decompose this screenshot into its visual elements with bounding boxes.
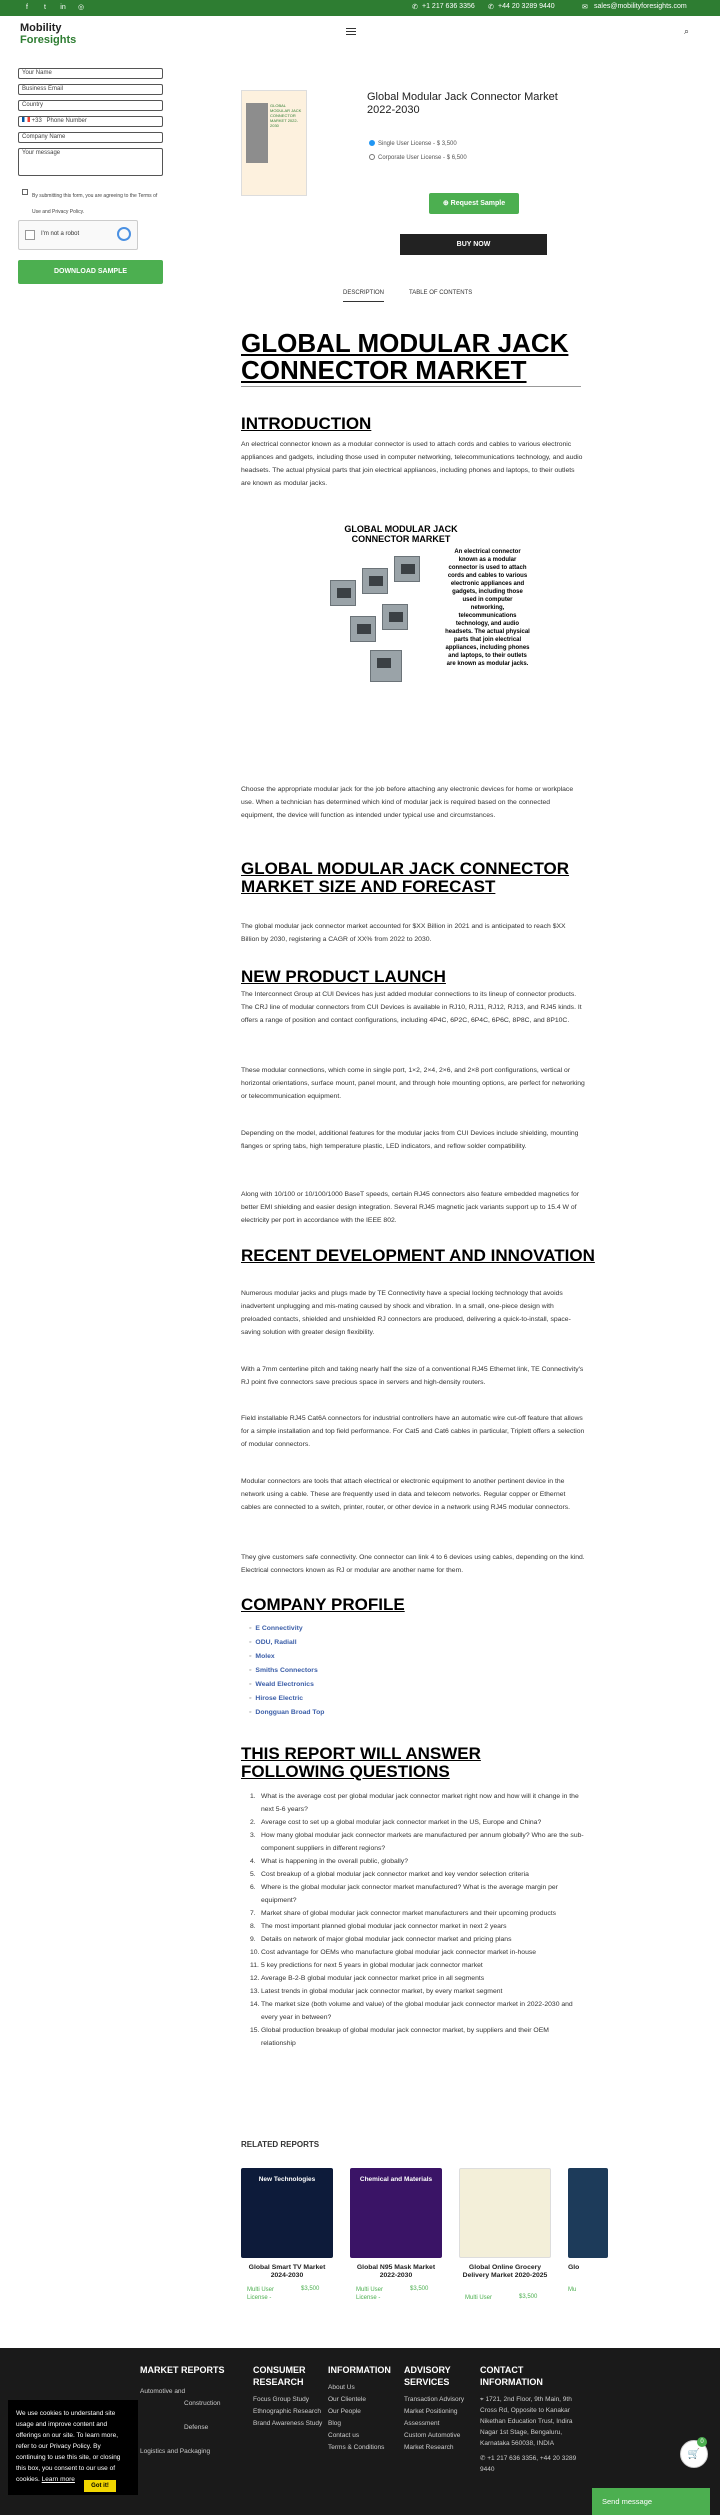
questions-list bbox=[250, 1790, 585, 2050]
jack-image bbox=[370, 650, 402, 682]
footer-col-consumer-research bbox=[253, 2364, 323, 2430]
footer-col-market-reports bbox=[140, 2364, 235, 2458]
logo[interactable] bbox=[20, 22, 76, 46]
product-title: Global Modular Jack Connector Market 2022-2030 bbox=[367, 91, 558, 116]
email-field[interactable]: Business Email bbox=[18, 84, 163, 95]
list-item: 13. Latest trends in global modular jack connector market, by every market segment bbox=[250, 1988, 503, 1995]
footer-link[interactable]: Our People bbox=[328, 2408, 361, 2415]
card-category: Chemical and Materials bbox=[359, 2176, 433, 2183]
footer-link[interactable]: Brand Awareness Study bbox=[253, 2420, 323, 2427]
card-title[interactable]: Glo bbox=[568, 2264, 580, 2271]
recent-text-5: They give customers safe connectivity. One connector can link 4 to 6 devices using cables, depending on the kind. Electrical connectors known as RJ or modular are another name for them. bbox=[241, 1554, 585, 1574]
launch-text-3: Depending on the model, additional features for the modular jacks from CUI Devices include shielding, mounting flanges or spring tabs, high temperature plastic, LED indicators, and reflow solder compatibility. bbox=[241, 1130, 579, 1150]
logo-line1: Mobility bbox=[20, 22, 62, 34]
mail-icon: ✉ bbox=[582, 4, 588, 11]
logo-line2: Foresights bbox=[20, 34, 77, 46]
buy-now-button[interactable]: BUY NOW bbox=[400, 234, 547, 255]
report-cover bbox=[241, 90, 307, 196]
related-card[interactable] bbox=[241, 2168, 333, 2308]
footer-link[interactable]: Logistics and Packaging bbox=[140, 2448, 211, 2455]
send-message-button[interactable]: Send message bbox=[592, 2488, 710, 2515]
jack-image bbox=[330, 580, 356, 606]
license-label: Single User License - $ 3,500 bbox=[378, 141, 457, 147]
radio-icon[interactable] bbox=[369, 154, 375, 160]
footer-col-advisory bbox=[404, 2364, 469, 2454]
recent-text-4: Modular connectors are tools that attach electrical or electronic equipment to another pertinent device in the network using a cable. These are frequently used in data and telecom networks. Regular copper or Ethernet cables are connected to a switch, printer, router, or other device in a network using RJ45 modular connectors. bbox=[241, 1478, 571, 1511]
list-item: 9. Details on network of major global modular jack connector market and pricing plans bbox=[250, 1936, 512, 1943]
footer-link[interactable]: About Us bbox=[328, 2384, 355, 2391]
radio-selected-icon[interactable] bbox=[369, 140, 375, 146]
company-link[interactable]: ◦ Hirose Electric bbox=[258, 1692, 324, 1706]
list-item: 11. 5 key predictions for next 5 years in global modular jack connector market bbox=[250, 1962, 483, 1969]
list-item: 3. How many global modular jack connector markets are manufactured per annum globally? Who are the sub-component suppliers in different regions? bbox=[250, 1832, 584, 1852]
footer-link[interactable]: Automotive and bbox=[140, 2388, 186, 2395]
market-figure bbox=[290, 520, 530, 720]
list-item: 12. Average B-2-B global modular jack connector market price in all segments bbox=[250, 1975, 485, 1982]
jack-image bbox=[394, 556, 420, 582]
tab-description[interactable]: DESCRIPTION bbox=[343, 290, 384, 302]
card-category: New Technologies bbox=[258, 2176, 316, 2183]
footer-link[interactable]: Terms & Conditions bbox=[328, 2444, 385, 2451]
choose-text: Choose the appropriate modular jack for the job before attaching any electronic devices for home or workplace use. When a technician has determined which kind of modular jack is required based on the connected equipment, the device will function as intended under typical use and circumstances. bbox=[241, 786, 574, 819]
card-price: $3,500 bbox=[301, 2286, 320, 2292]
company-link[interactable]: ◦ Weald Electronics bbox=[258, 1678, 324, 1692]
message-field[interactable]: Your message bbox=[18, 148, 163, 176]
related-card[interactable] bbox=[459, 2168, 551, 2308]
footer-heading: CONTACT INFORMATION bbox=[480, 2365, 543, 2387]
footer-link[interactable]: Focus Group Study bbox=[253, 2396, 309, 2403]
launch-text-1: The Interconnect Group at CUI Devices has just added modular connections to its lineup of connector products. The CRJ line of modular connectors from CUI Devices is available in RJ10, RJ11, RJ12, RJ13, and RJ45 kinds. It offers a range of position and contact configurations, including 4P4C, 6P2C, 6P4C, 6P6C, 8P8C, and 8P10C. bbox=[241, 991, 582, 1024]
company-field[interactable]: Company Name bbox=[18, 132, 163, 143]
footer-heading: ADVISORY SERVICES bbox=[404, 2365, 451, 2387]
plus-icon: ⊕ bbox=[442, 200, 451, 207]
list-item: 4. What is happening in the overall public, globally? bbox=[250, 1858, 408, 1865]
tab-table-of-contents[interactable]: TABLE OF CONTENTS bbox=[409, 290, 473, 296]
jack-image bbox=[382, 604, 408, 630]
recent-text-3: Field installable RJ45 Cat6A connectors for industrial controllers have an automatic wire cut-off feature that allows for a simple installation and top field performance. For Cat5 and Cat6 cables in particular, Triplett offers a selection of modular connectors. bbox=[241, 1415, 585, 1448]
card-license: Multi User License - bbox=[247, 2287, 275, 2301]
company-link[interactable]: ◦ Dongguan Broad Top bbox=[258, 1706, 324, 1720]
email-link[interactable]: sales@mobilityforesights.com bbox=[594, 3, 687, 10]
recent-heading: RECENT DEVELOPMENT AND INNOVATION bbox=[241, 1246, 595, 1265]
license-single[interactable] bbox=[369, 140, 457, 147]
recaptcha[interactable] bbox=[18, 220, 138, 250]
divider bbox=[241, 386, 581, 387]
recent-text-2: With a 7mm centerline pitch and taking nearly half the size of a conventional RJ45 Ethernet link, TE Connectivity's RJ point five connectors save precious space in servers and high-density routers. bbox=[241, 1366, 584, 1386]
profile-heading: COMPANY PROFILE bbox=[241, 1595, 405, 1614]
launch-text-2: These modular connections, which come in single port, 1×2, 2×4, 2×6, and 2×8 port configurations, vertical or horizontal orientations, surface mount, panel mount, and through hole mounting options, are perfect for networking or telecommunication equipment. bbox=[241, 1067, 585, 1100]
card-license: Multi User bbox=[465, 2295, 493, 2301]
footer-link[interactable]: Custom Automotive Market Research bbox=[404, 2432, 461, 2451]
related-heading: RELATED REPORTS bbox=[241, 2140, 320, 2149]
size-text: The global modular jack connector market accounted for $XX Billion in 2021 and is anticipated to reach $XX Billion by 2030, registering a CAGR of XX% from 2022 to 2030. bbox=[241, 923, 566, 943]
footer-heading: CONSUMER RESEARCH bbox=[253, 2365, 306, 2387]
address: ⌖ 1721, 2nd Floor, 9th Main, 9th Cross Rd, Opposite to Kanakar Nikethan Education Trust, Indira Nagar 1st Stage, Bengaluru, Karnataka 560038, INDIA bbox=[480, 2396, 573, 2447]
card-title[interactable]: Global N95 Mask Market 2022-2030 bbox=[356, 2264, 436, 2279]
menu-icon[interactable] bbox=[346, 28, 356, 35]
cookie-banner bbox=[8, 2400, 138, 2495]
cart-count-badge: 0 bbox=[697, 2437, 707, 2447]
article-title: GLOBAL MODULAR JACK CONNECTOR MARKET bbox=[241, 328, 569, 385]
phone-icon: ✆ bbox=[488, 4, 494, 11]
recent-text-1: Numerous modular jacks and plugs made by TE Connectivity have a special locking technology that avoids inadvertent unplugging and mis-mating caused by shock and vibration. In a small, one-piece design with preloaded contacts, shielded and unshielded RJ connectors are produced, delivering a quick-to-install, space-saving solution with greater design flexibility. bbox=[241, 1290, 571, 1336]
company-link[interactable]: ◦ Molex bbox=[258, 1650, 324, 1664]
footer-link[interactable]: Defense bbox=[184, 2424, 209, 2431]
captcha-checkbox[interactable] bbox=[25, 230, 35, 240]
footer-link[interactable]: Contact us bbox=[328, 2432, 360, 2439]
company-link[interactable]: ◦ Smiths Connectors bbox=[258, 1664, 324, 1678]
phone-us[interactable]: +1 217 636 3356 bbox=[422, 3, 475, 10]
download-sample-button[interactable]: DOWNLOAD SAMPLE bbox=[18, 260, 163, 284]
footer-heading: INFORMATION bbox=[328, 2365, 391, 2375]
questions-heading: THIS REPORT WILL ANSWER FOLLOWING QUESTIONS bbox=[241, 1744, 481, 1781]
phone-uk[interactable]: +44 20 3289 9440 bbox=[498, 3, 555, 10]
footer-col-contact bbox=[480, 2364, 578, 2475]
flag-icon bbox=[22, 117, 30, 122]
country-field[interactable]: Country bbox=[18, 100, 163, 111]
jack-image bbox=[362, 568, 388, 594]
license-corporate[interactable] bbox=[369, 154, 467, 161]
card-image[interactable] bbox=[459, 2168, 551, 2258]
card-title[interactable]: Global Smart TV Market 2024-2030 bbox=[248, 2264, 326, 2279]
cookie-accept-button[interactable]: Got it! bbox=[84, 2480, 116, 2492]
cart-icon[interactable]: 🛒 bbox=[680, 2440, 708, 2468]
list-item: 10. Cost advantage for OEMs who manufacture global modular jack connector market in-house bbox=[250, 1949, 537, 1956]
size-heading: GLOBAL MODULAR JACK CONNECTOR MARKET SIZE AND FORECAST bbox=[241, 859, 570, 896]
name-field[interactable]: Your Name bbox=[18, 68, 163, 79]
list-item: 2. Average cost to set up a global modular jack connector market in the US, Europe and China? bbox=[250, 1819, 542, 1826]
company-link[interactable]: ◦ ODU, Radiall bbox=[258, 1636, 324, 1650]
list-item: 7. Market share of global modular jack connector market manufacturers and their upcoming products bbox=[250, 1910, 557, 1917]
launch-text-4: Along with 10/100 or 10/100/1000 BaseT speeds, certain RJ45 connectors also feature embedded magnetics for better EMI shielding and easier design integration. Several RJ45 magnetic jack variants support up to 15.4 W of electricity per port in accordance with the IEEE 802. bbox=[241, 1191, 580, 1224]
footer-link[interactable]: Blog bbox=[328, 2420, 342, 2427]
intro-heading: INTRODUCTION bbox=[241, 414, 372, 433]
license-label: Corporate User License - $ 6,500 bbox=[378, 155, 467, 161]
twitter-icon[interactable]: t bbox=[44, 4, 46, 11]
company-list bbox=[255, 1622, 325, 1720]
related-card[interactable] bbox=[568, 2168, 608, 2308]
footer-col-information bbox=[328, 2364, 390, 2454]
agree-checkbox[interactable] bbox=[22, 189, 28, 195]
footer-link[interactable]: Construction bbox=[184, 2400, 221, 2407]
list-item: 15. Global production breakup of global modular jack connector market, by suppliers and their OEM relationship bbox=[250, 2027, 549, 2047]
phone-code[interactable]: +33 bbox=[31, 118, 42, 124]
agree-text: By submitting this form, you are agreeing to the Terms of Use and Privacy Policy. bbox=[32, 193, 158, 215]
launch-heading: NEW PRODUCT LAUNCH bbox=[241, 967, 446, 986]
figure-title: GLOBAL MODULAR JACK CONNECTOR MARKET bbox=[344, 524, 458, 544]
footer-link[interactable]: Ethnographic Research bbox=[253, 2408, 321, 2415]
jack-image bbox=[350, 616, 376, 642]
card-image[interactable] bbox=[568, 2168, 608, 2258]
list-item: 6. Where is the global modular jack connector market manufactured? What is the average margin per equipment? bbox=[250, 1884, 558, 1904]
card-price: $3,500 bbox=[519, 2294, 538, 2300]
footer-link[interactable]: Our Clientele bbox=[328, 2396, 366, 2403]
top-contact-bar bbox=[0, 0, 720, 16]
list-item: 1. What is the average cost per global modular jack connector market right now and how will it change in the next 5-6 years? bbox=[250, 1793, 579, 1813]
phone-field[interactable] bbox=[18, 116, 163, 127]
list-item: 5. Cost breakup of a global modular jack connector market and key vendor selection criteria bbox=[250, 1871, 529, 1878]
footer-link[interactable]: Transaction Advisory bbox=[404, 2396, 465, 2403]
learn-more-link[interactable]: Learn more bbox=[41, 2476, 75, 2483]
cover-title: GLOBAL MODULAR JACK CONNECTOR MARKET 2022-2030 bbox=[270, 103, 302, 128]
instagram-icon[interactable]: ◎ bbox=[77, 4, 85, 11]
list-item: 14. The market size (both volume and value) of the global modular jack connector market in 2022-2030 and every year in between? bbox=[250, 2001, 573, 2021]
request-sample-label: Request Sample bbox=[450, 200, 506, 207]
cover-jack-image bbox=[246, 103, 268, 163]
contact-phones[interactable]: ✆ +1 217 636 3356, +44 20 3289 9440 bbox=[480, 2455, 577, 2473]
list-item: 8. The most important planned global modular jack connector market in next 2 years bbox=[250, 1923, 507, 1930]
linkedin-icon[interactable]: in bbox=[60, 4, 66, 11]
recaptcha-icon bbox=[117, 227, 131, 241]
card-title[interactable]: Global Online Grocery Delivery Market 2020-2025 bbox=[462, 2264, 548, 2279]
card-license: Mu bbox=[568, 2287, 577, 2293]
location-icon: ⌖ bbox=[480, 2396, 486, 2403]
phone-icon: ✆ bbox=[480, 2455, 488, 2462]
captcha-label: I'm not a robot bbox=[41, 231, 80, 237]
request-sample-button[interactable] bbox=[429, 193, 519, 214]
card-price: $3,500 bbox=[410, 2286, 429, 2292]
phone-icon: ✆ bbox=[412, 4, 418, 11]
phone-placeholder: Phone Number bbox=[46, 118, 87, 124]
search-icon[interactable]: ⌕ bbox=[684, 26, 690, 36]
facebook-icon[interactable]: f bbox=[26, 4, 28, 11]
figure-description: An electrical connector known as a modular connector is used to attach cords and cables to various electronic appliances and gadgets, including those used in computer networking, telecommunications technology, and audio headsets. The actual physical parts that join electrical appliances, including phones and laptops, to their outlets are known as modular jacks. bbox=[445, 549, 530, 667]
footer-link[interactable]: Market Positioning Assessment bbox=[404, 2408, 458, 2427]
intro-text: An electrical connector known as a modular connector is used to attach cords and cables to various electronic appliances and gadgets, including those used in computer networking, telecommunications technology, and audio headsets. The actual physical parts that join electrical appliances, including phones and laptops, to their outlets are known as modular jacks. bbox=[241, 441, 583, 487]
cookie-text: We use cookies to understand site usage and improve content and offerings on our site. To learn more, refer to our Privacy Policy. By continuing to use this site, or closing this box, you consent to our use of cookies. bbox=[16, 2410, 121, 2483]
company-link[interactable]: ◦ E Connectivity bbox=[258, 1622, 324, 1636]
related-card[interactable] bbox=[350, 2168, 442, 2308]
footer-heading: MARKET REPORTS bbox=[140, 2365, 225, 2375]
card-license: Multi User License - bbox=[356, 2287, 384, 2301]
